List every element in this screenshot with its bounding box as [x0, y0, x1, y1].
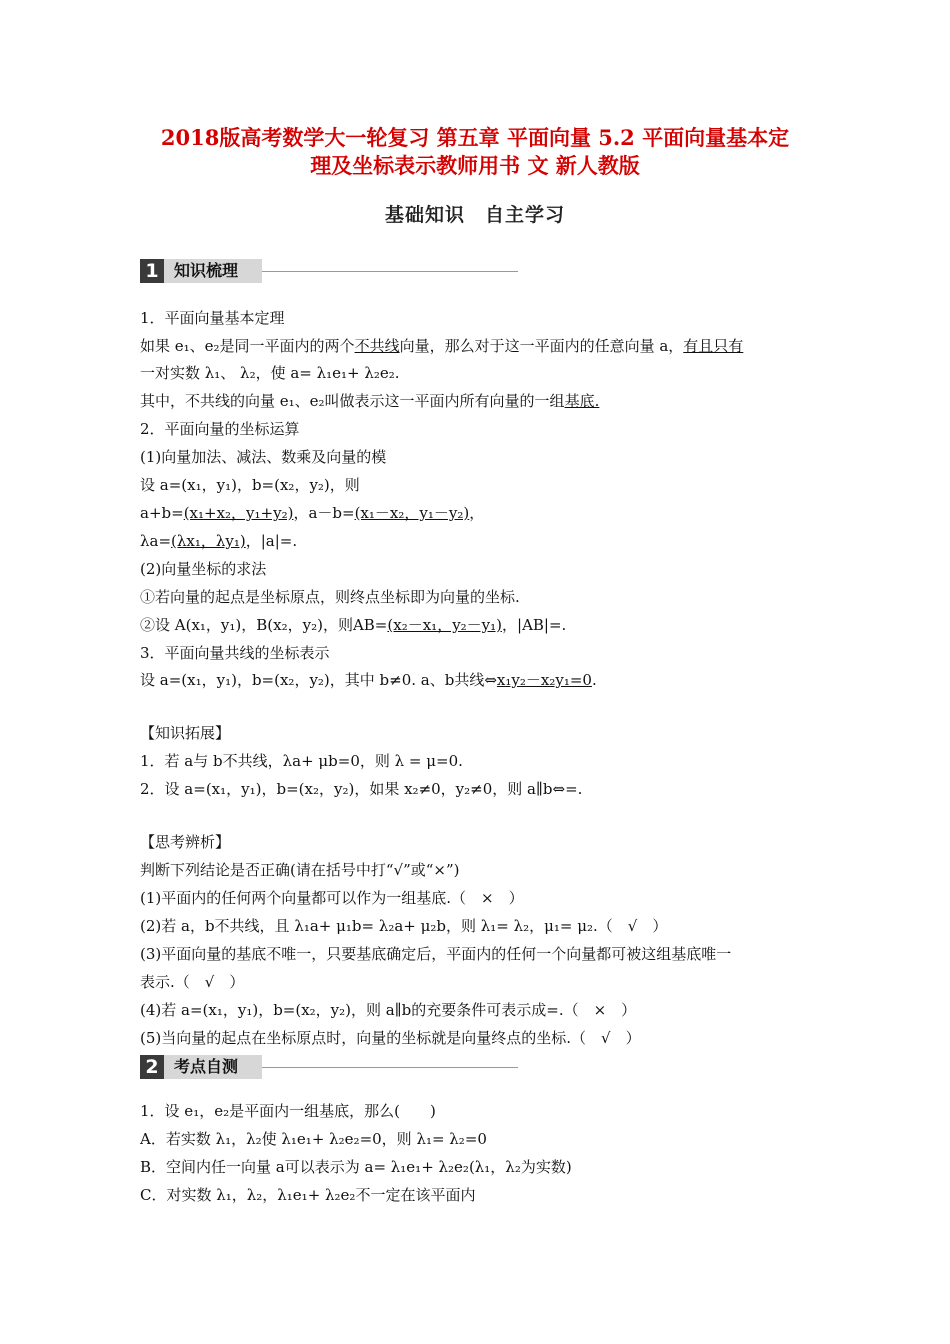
text-segment: (3)平面向量的基底不唯一，只要基底确定后，平面内的任何一个向量都可被这组基底唯一 [140, 945, 732, 963]
underlined-answer: (x₁－x₂，y₁－y₂) [354, 504, 470, 522]
underlined-answer: 基底. [564, 392, 600, 410]
text-line [140, 972, 244, 992]
text-line [140, 531, 297, 551]
text-segment: (4)若 a=(x₁，y₁)，b=(x₂，y₂)，则 a∥b的充要条件可表示成=.（ × ） [140, 1001, 637, 1019]
text-line [140, 447, 386, 467]
text-line [140, 308, 285, 328]
text-line [140, 419, 300, 439]
text-segment: ，|a|=. [245, 532, 298, 550]
text-segment: 3．平面向量共线的坐标表示 [140, 644, 330, 662]
text-segment: 判断下列结论是否正确(请在括号中打“√”或“×”) [140, 861, 460, 879]
text-segment: (2)若 a，b不共线，且 λ₁a+ μ₁b= λ₂a+ μ₂b，则 λ₁= λ₂，μ₁= μ₂.（ √ ） [140, 917, 668, 935]
text-line [140, 888, 524, 908]
text-line [140, 723, 230, 743]
text-line [140, 391, 599, 411]
text-line [140, 860, 460, 880]
underlined-answer: (x₁+x₂，y₁+y₂) [183, 504, 294, 522]
text-line [140, 916, 667, 936]
text-segment: 2．平面向量的坐标运算 [140, 420, 300, 438]
text-segment: 1．若 a与 b不共线，λa+ μb=0，则 λ = μ=0. [140, 752, 463, 770]
text-segment: 设 a=(x₁，y₁)，b=(x₂，y₂)，其中 b≠0. a、b共线⇔ [140, 671, 497, 689]
text-segment: 设 a=(x₁，y₁)，b=(x₂，y₂)，则 [140, 476, 360, 494]
underlined-answer: x₁y₂－x₂y₁=0 [496, 671, 592, 689]
text-segment: λa= [140, 532, 172, 550]
text-segment: 一对实数 λ₁、 λ₂，使 a= λ₁e₁+ λ₂e₂. [140, 364, 400, 382]
text-segment: (2)向量坐标的求法 [140, 560, 267, 578]
text-line [140, 1028, 641, 1048]
section-label: 知识梳理 [164, 259, 262, 283]
text-line [140, 475, 360, 495]
text-line [140, 336, 743, 356]
text-segment: (1)向量加法、减法、数乘及向量的模 [140, 448, 387, 466]
text-segment: (5)当向量的起点在坐标原点时，向量的坐标就是向量终点的坐标.（ √ ） [140, 1029, 641, 1047]
text-line [140, 1157, 572, 1177]
text-line [140, 503, 484, 523]
text-segment: a+b= [140, 504, 184, 522]
section-divider [262, 1067, 518, 1068]
text-segment: 【思考辨析】 [140, 833, 231, 851]
text-segment: . [591, 671, 597, 689]
text-segment: B．空间内任一向量 a可以表示为 a= λ₁e₁+ λ₂e₂(λ₁，λ₂为实数) [140, 1158, 572, 1176]
text-segment: 向量，那么对于这一平面内的任意向量 a， [399, 337, 684, 355]
text-line [140, 832, 230, 852]
underlined-answer: (λx₁，λy₁) [171, 532, 246, 550]
text-segment: (1)平面内的任何两个向量都可以作为一组基底.（ × ） [140, 889, 524, 907]
document-title-line-2: 理及坐标表示教师用书 文 新人教版 [310, 153, 640, 178]
text-segment: C．对实数 λ₁，λ₂，λ₁e₁+ λ₂e₂不一定在该平面内 [140, 1186, 476, 1204]
text-line [140, 944, 731, 964]
text-line [140, 643, 330, 663]
underlined-answer: 不共线 [354, 337, 400, 355]
text-line [140, 615, 566, 635]
underlined-answer: 有且只有 [683, 337, 744, 355]
text-segment: 【知识拓展】 [140, 724, 231, 742]
text-segment: 1．设 e₁，e₂是平面内一组基底，那么( ) [140, 1102, 436, 1120]
text-segment: 2．设 a=(x₁，y₁)，b=(x₂，y₂)，如果 x₂≠0，y₂≠0，则 a∥b⇔=. [140, 780, 583, 798]
section-divider [262, 271, 518, 272]
text-segment: 其中，不共线的向量 e₁、e₂叫做表示这一平面内所有向量的一组 [140, 392, 565, 410]
text-line [140, 1000, 636, 1020]
text-line [140, 751, 463, 771]
section-header-self-test [140, 1055, 520, 1081]
text-segment: ，|AB|=. [502, 616, 567, 634]
document-title-line-1: 2018版高考数学大一轮复习 第五章 平面向量 5.2 平面向量基本定 [160, 125, 790, 150]
section-label: 考点自测 [164, 1055, 262, 1079]
text-segment: 1．平面向量基本定理 [140, 309, 285, 327]
text-segment: 表示.（ √ ） [140, 973, 245, 991]
text-line [140, 1101, 436, 1121]
text-segment: 如果 e₁、e₂是同一平面内的两个 [140, 337, 355, 355]
text-line [140, 779, 582, 799]
text-line [140, 559, 266, 579]
text-line [140, 587, 520, 607]
section-header-knowledge [140, 259, 520, 285]
text-segment: A．若实数 λ₁，λ₂使 λ₁e₁+ λ₂e₂=0，则 λ₁= λ₂=0 [140, 1130, 487, 1148]
text-segment: ，a－b= [293, 504, 355, 522]
text-line [140, 670, 597, 690]
section-number: 1 [140, 259, 164, 283]
document-subtitle: 基础知识 自主学习 [384, 204, 565, 226]
text-line [140, 1185, 475, 1205]
text-segment: ①若向量的起点是坐标原点，则终点坐标即为向量的坐标. [140, 588, 520, 606]
text-segment: ②设 A(x₁，y₁)，B(x₂，y₂)，则AB= [140, 616, 388, 634]
section-number: 2 [140, 1055, 164, 1079]
underlined-answer: (x₂－x₁，y₂－y₁) [387, 616, 503, 634]
text-segment: ， [469, 504, 485, 522]
text-line [140, 363, 400, 383]
text-line [140, 1129, 487, 1149]
